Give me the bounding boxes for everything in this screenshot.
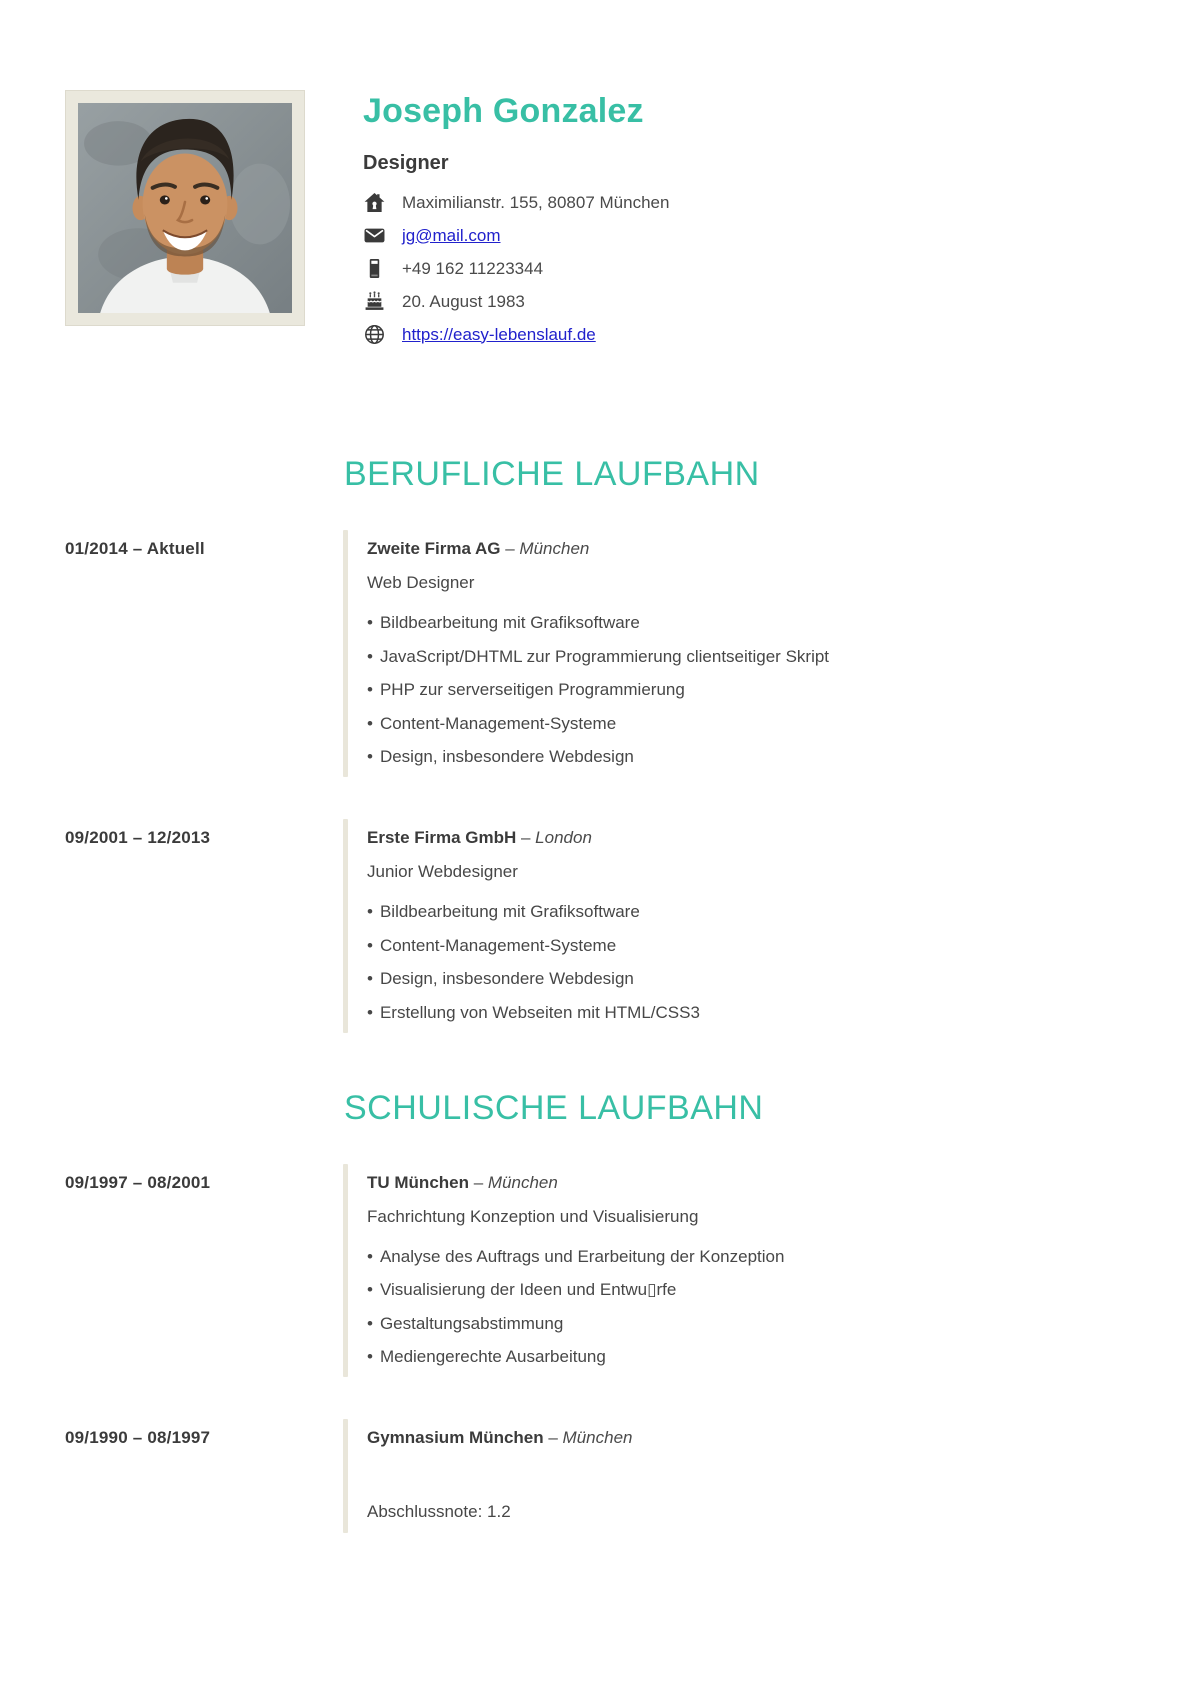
entry-title: [367, 538, 1128, 560]
profile-photo: [65, 90, 305, 326]
bullet-dot: •: [367, 747, 373, 767]
entry-date-range: 09/1990 – 08/1997: [65, 1428, 211, 1448]
entry-location: London: [535, 828, 592, 848]
entry-bullet: [367, 1314, 1128, 1334]
bullet-text: Analyse des Auftrags und Erarbeitung der Konzeption: [379, 1246, 785, 1266]
entry-bullet-list: [367, 1247, 1128, 1368]
bullet-text: Bildbearbeitung mit Grafiksoftware: [379, 613, 640, 633]
timeline-entry: [65, 1164, 1128, 1378]
bullet-dot: •: [367, 613, 373, 633]
bullet-dot: •: [367, 646, 373, 666]
contact-text: 20. August 1983: [402, 291, 525, 311]
section-heading: BERUFLICHE LAUFBAHN: [344, 455, 760, 494]
section-heading: SCHULISCHE LAUFBAHN: [344, 1088, 764, 1127]
bullet-dot: •: [367, 680, 373, 700]
entry-location: München: [519, 539, 590, 559]
cv-body: [65, 455, 1128, 1533]
bullet-text: Bildbearbeitung mit Grafiksoftware: [379, 902, 640, 922]
entry-location: München: [562, 1428, 633, 1448]
portrait-image: [78, 103, 292, 313]
entry-bullet-list: [367, 902, 1128, 1023]
bullet-text: Content-Management-Systeme: [379, 935, 617, 955]
contact-row: [363, 219, 669, 252]
contact-text: Maximilianstr. 155, 80807 München: [402, 192, 670, 212]
contact-link[interactable]: https://easy-lebenslauf.de: [402, 324, 596, 344]
bullet-text: PHP zur serverseitigen Programmierung: [379, 680, 685, 700]
bullet-dot: •: [367, 713, 373, 733]
entry-note: Abschlussnote: 1.2: [367, 1502, 511, 1522]
entry-title: [367, 1427, 1128, 1449]
envelope-icon: [363, 225, 385, 247]
contact-row: [363, 186, 669, 219]
entry-title: [367, 1172, 1128, 1194]
contact-link[interactable]: jg@mail.com: [402, 225, 501, 245]
entry-dash: –: [543, 1428, 563, 1448]
entry-location: München: [487, 1172, 558, 1192]
bullet-text: Visualisierung der Ideen und Entwu▯rfe: [379, 1280, 677, 1300]
bullet-text: JavaScript/DHTML zur Programmierung clientseitiger Skript: [379, 646, 830, 666]
entry-role: Web Designer: [367, 573, 475, 593]
bullet-dot: •: [367, 1246, 373, 1266]
entry-role: Junior Webdesigner: [367, 862, 518, 882]
globe-icon: [363, 324, 385, 346]
person-name: Joseph Gonzalez: [363, 92, 644, 130]
entry-content: [348, 1164, 1128, 1378]
entry-organization: TU München: [367, 1172, 469, 1192]
entry-organization: Erste Firma GmbH: [367, 828, 517, 848]
bullet-dot: •: [367, 1280, 373, 1300]
cv-header: [65, 90, 1128, 351]
mobile-phone-icon: [363, 258, 385, 280]
cv-section: [65, 1089, 1128, 1534]
bullet-dot: •: [367, 969, 373, 989]
contact-row: [363, 252, 669, 285]
contact-row: [363, 318, 669, 351]
timeline-entry: [65, 819, 1128, 1033]
entry-dash: –: [500, 539, 520, 559]
contact-list: [363, 186, 669, 351]
bullet-dot: •: [367, 1313, 373, 1333]
header-text: [363, 90, 669, 351]
contact-row: [363, 285, 669, 318]
contact-text: +49 162 11223344: [402, 258, 544, 278]
bullet-text: Content-Management-Systeme: [379, 713, 617, 733]
entry-bullet: [367, 1347, 1128, 1367]
entry-bullet: [367, 680, 1128, 700]
entry-bullet-list: [367, 613, 1128, 767]
bullet-dot: •: [367, 1347, 373, 1367]
entry-date-range: 09/1997 – 08/2001: [65, 1172, 211, 1192]
entry-organization: Gymnasium München: [367, 1428, 544, 1448]
bullet-text: Gestaltungsabstimmung: [379, 1313, 564, 1333]
timeline-entry: [65, 1419, 1128, 1533]
entry-bullet: [367, 714, 1128, 734]
entry-bullet: [367, 747, 1128, 767]
entry-bullet: [367, 936, 1128, 956]
entry-date-range: 09/2001 – 12/2013: [65, 828, 211, 848]
bullet-text: Design, insbesondere Webdesign: [379, 747, 634, 767]
bullet-text: Design, insbesondere Webdesign: [379, 969, 634, 989]
entry-content: [348, 819, 1128, 1033]
entry-title: [367, 827, 1128, 849]
entry-bullet: [367, 1280, 1128, 1300]
birthday-cake-icon: [363, 291, 385, 313]
entry-dash: –: [516, 828, 536, 848]
cv-section: [65, 455, 1128, 1033]
entry-content: [348, 1419, 1128, 1533]
timeline-entry: [65, 530, 1128, 777]
entry-bullet: [367, 969, 1128, 989]
bullet-text: Erstellung von Webseiten mit HTML/CSS3: [379, 1002, 700, 1022]
entry-content: [348, 530, 1128, 777]
person-job-title: Designer: [363, 152, 449, 175]
bullet-dot: •: [367, 935, 373, 955]
entry-bullet: [367, 1003, 1128, 1023]
entry-bullet: [367, 902, 1128, 922]
entry-date-range: 01/2014 – Aktuell: [65, 539, 205, 559]
entry-organization: Zweite Firma AG: [367, 539, 501, 559]
bullet-dot: •: [367, 1002, 373, 1022]
entry-role: Fachrichtung Konzeption und Visualisierung: [367, 1206, 699, 1226]
home-icon: [363, 192, 385, 214]
bullet-dot: •: [367, 902, 373, 922]
bullet-text: Mediengerechte Ausarbeitung: [379, 1347, 606, 1367]
entry-bullet: [367, 1247, 1128, 1267]
entry-bullet: [367, 647, 1128, 667]
entry-dash: –: [469, 1172, 488, 1192]
entry-bullet: [367, 613, 1128, 633]
